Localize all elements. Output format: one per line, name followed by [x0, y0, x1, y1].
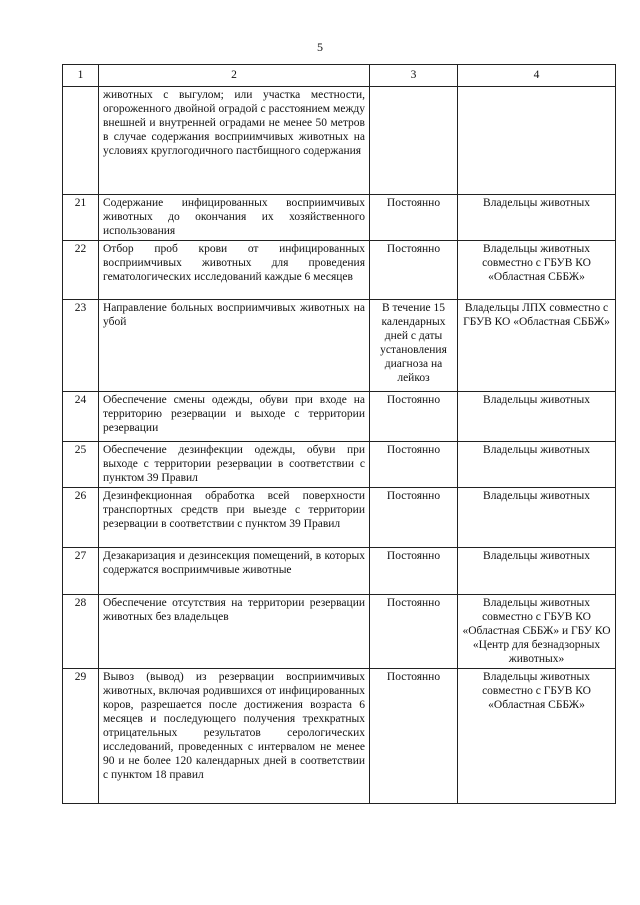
measure-term: Постоянно: [370, 195, 458, 241]
measure-term: Постоянно: [370, 669, 458, 804]
measure-responsible: [458, 87, 616, 195]
row-number: 24: [63, 392, 99, 442]
header-col-2: 2: [99, 65, 370, 87]
measure-responsible: Владельцы животных: [458, 442, 616, 488]
measure-responsible: Владельцы животных совместно с ГБУВ КО «Областная СББЖ» и ГБУ КО «Центр для безнадзорных животных»: [458, 595, 616, 669]
measure-text: животных с выгулом; или участка местности, огороженного двойной оградой с расстоянием между внешней и внутренней оградами не менее 50 метров в случае содержания восприимчивых животных на условиях круглогодичного пастбищного содержания: [99, 87, 370, 195]
table-row: [63, 669, 616, 804]
row-number: 26: [63, 488, 99, 548]
table-row: [63, 241, 616, 300]
header-row: [63, 65, 616, 87]
table-row: [63, 392, 616, 442]
measure-responsible: Владельцы животных: [458, 392, 616, 442]
page-number: 5: [317, 40, 323, 54]
measures-table: [62, 64, 616, 804]
row-number: 28: [63, 595, 99, 669]
measure-responsible: Владельцы ЛПХ совместно с ГБУВ КО «Областная СББЖ»: [458, 300, 616, 392]
header-col-3: 3: [370, 65, 458, 87]
measure-responsible: Владельцы животных совместно с ГБУВ КО «Областная СББЖ»: [458, 241, 616, 300]
measure-responsible: Владельцы животных: [458, 195, 616, 241]
row-number: 27: [63, 548, 99, 595]
measure-text: Дезинфекционная обработка всей поверхности транспортных средств при выезде с территории резервации в соответствии с пунктом 39 Правил: [99, 488, 370, 548]
measure-responsible: Владельцы животных: [458, 548, 616, 595]
measure-term: Постоянно: [370, 488, 458, 548]
measure-text: Отбор проб крови от инфицированных восприимчивых животных для проведения гематологических исследований каждые 6 месяцев: [99, 241, 370, 300]
table-row: [63, 488, 616, 548]
table-row: [63, 442, 616, 488]
measure-text: Направление больных восприимчивых животных на убой: [99, 300, 370, 392]
measure-term: Постоянно: [370, 442, 458, 488]
row-number: [63, 87, 99, 195]
row-number: 22: [63, 241, 99, 300]
table-row: [63, 195, 616, 241]
header-col-4: 4: [458, 65, 616, 87]
measure-term: В течение 15 календарных дней с даты установления диагноза на лейкоз: [370, 300, 458, 392]
measure-text: Обеспечение дезинфекции одежды, обуви при выходе с территории резервации в соответствии с пунктом 39 Правил: [99, 442, 370, 488]
header-col-1: 1: [63, 65, 99, 87]
row-number: 29: [63, 669, 99, 804]
measure-text: Обеспечение отсутствия на территории резервации животных без владельцев: [99, 595, 370, 669]
row-number: 21: [63, 195, 99, 241]
measure-responsible: Владельцы животных совместно с ГБУВ КО «Областная СББЖ»: [458, 669, 616, 804]
measure-text: Обеспечение смены одежды, обуви при входе на территорию резервации и выходе с территории резервации: [99, 392, 370, 442]
table-row: [63, 300, 616, 392]
row-number: 25: [63, 442, 99, 488]
measure-responsible: Владельцы животных: [458, 488, 616, 548]
measure-text: Содержание инфицированных восприимчивых животных до окончания их хозяйственного использования: [99, 195, 370, 241]
measure-text: Дезакаризация и дезинсекция помещений, в которых содержатся восприимчивые животные: [99, 548, 370, 595]
measure-term: Постоянно: [370, 241, 458, 300]
table-row: [63, 87, 616, 195]
row-number: 23: [63, 300, 99, 392]
measure-term: Постоянно: [370, 595, 458, 669]
measure-term: Постоянно: [370, 392, 458, 442]
table-row: [63, 595, 616, 669]
measure-term: Постоянно: [370, 548, 458, 595]
measure-text: Вывоз (вывод) из резервации восприимчивых животных, включая родившихся от инфицированных коров, разрешается после достижения возраста 6 месяцев и последующего получения трехкратных отрицательных результатов серологических исследований, проведенных с интервалом не менее 90 и не более 120 календарных дней в соответствии с пунктом 18 правил: [99, 669, 370, 804]
table-row: [63, 548, 616, 595]
measure-term: [370, 87, 458, 195]
